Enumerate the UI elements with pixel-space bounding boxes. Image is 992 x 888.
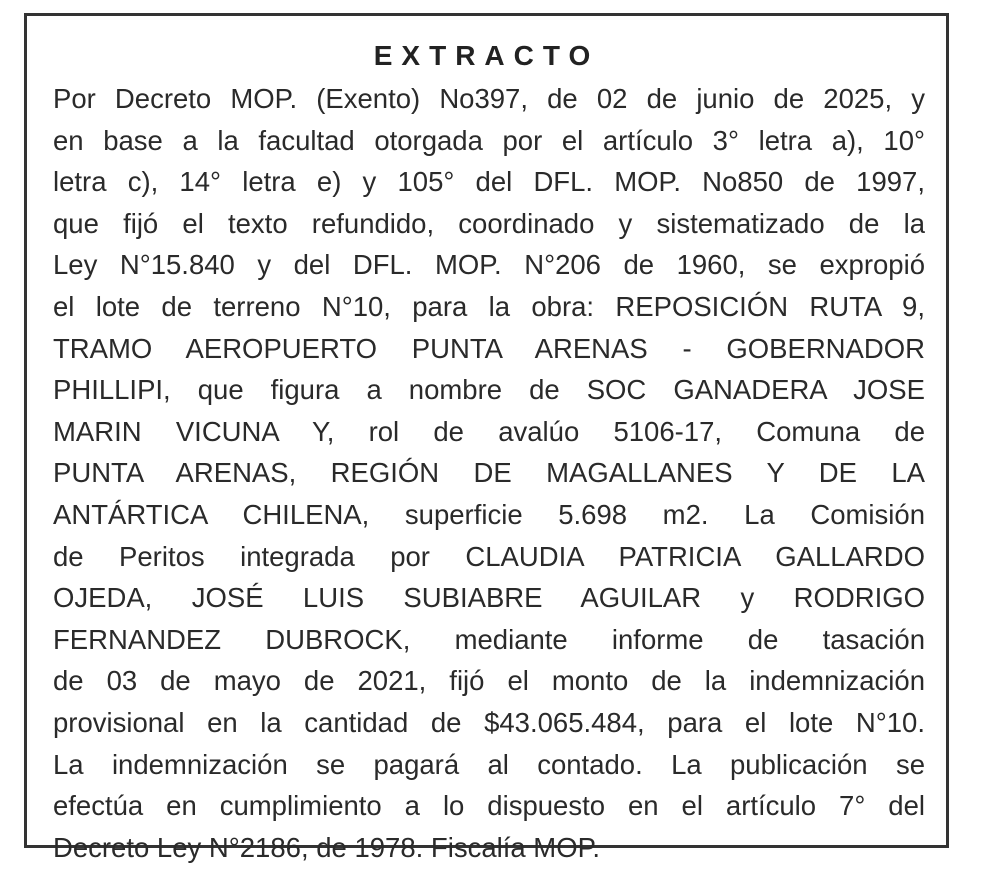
notice-line: de 03 de mayo de 2021, fijó el monto de la indemnización <box>53 665 925 697</box>
notice-line: La indemnización se pagará al contado. La publicación se <box>53 748 925 780</box>
notice-line: efectúa en cumplimiento a lo dispuesto en el artículo 7° del <box>53 790 925 822</box>
notice-line: Por Decreto MOP. (Exento) No397, de 02 de junio de 2025, y <box>53 83 925 114</box>
notice-line: OJEDA, JOSÉ LUIS SUBIABRE AGUILAR y RODRIGO <box>53 582 925 614</box>
notice-line: FERNANDEZ DUBROCK, mediante informe de tasación <box>53 623 925 655</box>
notice-body <box>53 78 925 868</box>
notice-line: MARIN VICUNA Y, rol de avalúo 5106-17, Comuna de <box>53 415 925 447</box>
notice-line: provisional en la cantidad de $43.065.484, para el lote N°10. <box>53 706 925 738</box>
notice-line: PHILLIPI, que figura a nombre de SOC GANADERA JOSE <box>53 374 925 406</box>
notice-line: que fijó el texto refundido, coordinado y sistematizado de la <box>53 207 925 239</box>
notice-line: de Peritos integrada por CLAUDIA PATRICIA GALLARDO <box>53 540 925 572</box>
legal-notice-box <box>24 13 949 863</box>
notice-line: el lote de terreno N°10, para la obra: REPOSICIÓN RUTA 9, <box>53 290 925 322</box>
notice-line: en base a la facultad otorgada por el artículo 3° letra a), 10° <box>53 124 925 156</box>
notice-line: ANTÁRTICA CHILENA, superficie 5.698 m2. La Comisión <box>53 498 925 530</box>
notice-line: PUNTA ARENAS, REGIÓN DE MAGALLANES Y DE LA <box>53 457 925 489</box>
notice-title: EXTRACTO <box>373 40 600 71</box>
notice-line: letra c), 14° letra e) y 105° del DFL. MOP. No850 de 1997, <box>53 166 925 198</box>
notice-line: Ley N°15.840 y del DFL. MOP. N°206 de 1960, se expropió <box>53 249 925 281</box>
notice-line: Decreto Ley N°2186, de 1978. Fiscalía MOP. <box>53 831 601 863</box>
notice-line: TRAMO AEROPUERTO PUNTA ARENAS - GOBERNADOR <box>53 332 925 364</box>
